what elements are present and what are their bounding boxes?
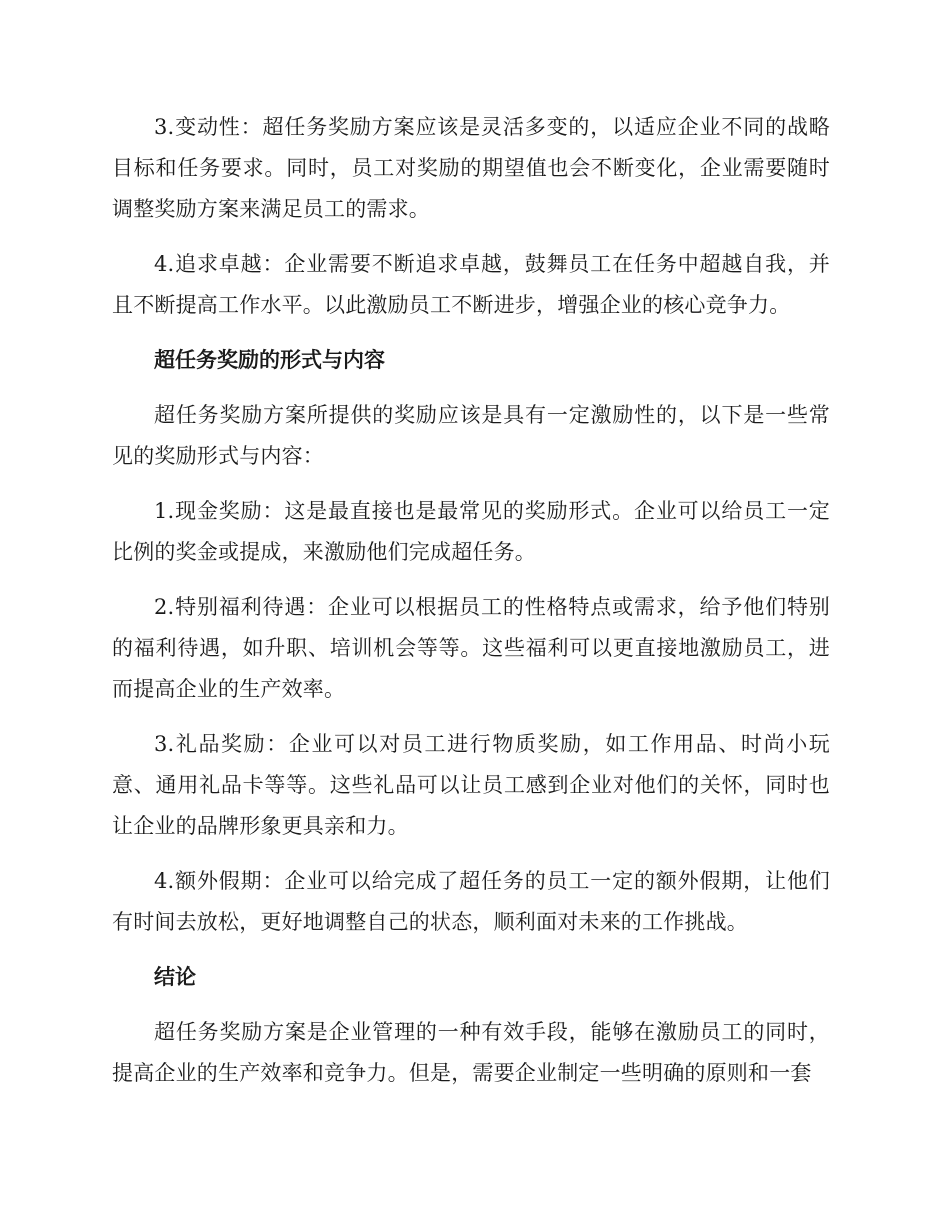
paragraph-extra-vacation: 4.额外假期：企业可以给完成了超任务的员工一定的额外假期，让他们有时间去放松，更好地调整自己的状态，顺利面对未来的工作挑战。 <box>112 869 830 934</box>
paragraph-pursue-excellence: 4.追求卓越：企业需要不断追求卓越，鼓舞员工在任务中超越自我，并且不断提高工作水平。以此激励员工不断进步，增强企业的核心竞争力。 <box>112 252 830 317</box>
paragraph-variability: 3.变动性：超任务奖励方案应该是灵活多变的，以适应企业不同的战略目标和任务要求。同时，员工对奖励的期望值也会不断变化，企业需要随时调整奖励方案来满足员工的需求。 <box>112 115 830 221</box>
section-heading-reward-forms: 超任务奖励的形式与内容 <box>154 348 385 372</box>
section-heading-conclusion: 结论 <box>154 965 196 989</box>
paragraph-gift-reward: 3.礼品奖励：企业可以对员工进行物质奖励，如工作用品、时尚小玩意、通用礼品卡等等。这些礼品可以让员工感到企业对他们的关怀，同时也让企业的品牌形象更具亲和力。 <box>112 732 830 838</box>
paragraph-cash-reward: 1.现金奖励：这是最直接也是最常见的奖励形式。企业可以给员工一定比例的奖金或提成，来激励他们完成超任务。 <box>112 499 830 564</box>
document-page <box>112 107 830 1094</box>
paragraph-conclusion: 超任务奖励方案是企业管理的一种有效手段，能够在激励员工的同时，提高企业的生产效率和竞争力。但是，需要企业制定一些明确的原则和一套 <box>112 1020 830 1085</box>
paragraph-special-benefits: 2.特别福利待遇：企业可以根据员工的性格特点或需求，给予他们特别的福利待遇，如升职、培训机会等等。这些福利可以更直接地激励员工，进而提高企业的生产效率。 <box>112 595 830 701</box>
paragraph-reward-intro: 超任务奖励方案所提供的奖励应该是具有一定激励性的，以下是一些常见的奖励形式与内容： <box>112 403 830 468</box>
